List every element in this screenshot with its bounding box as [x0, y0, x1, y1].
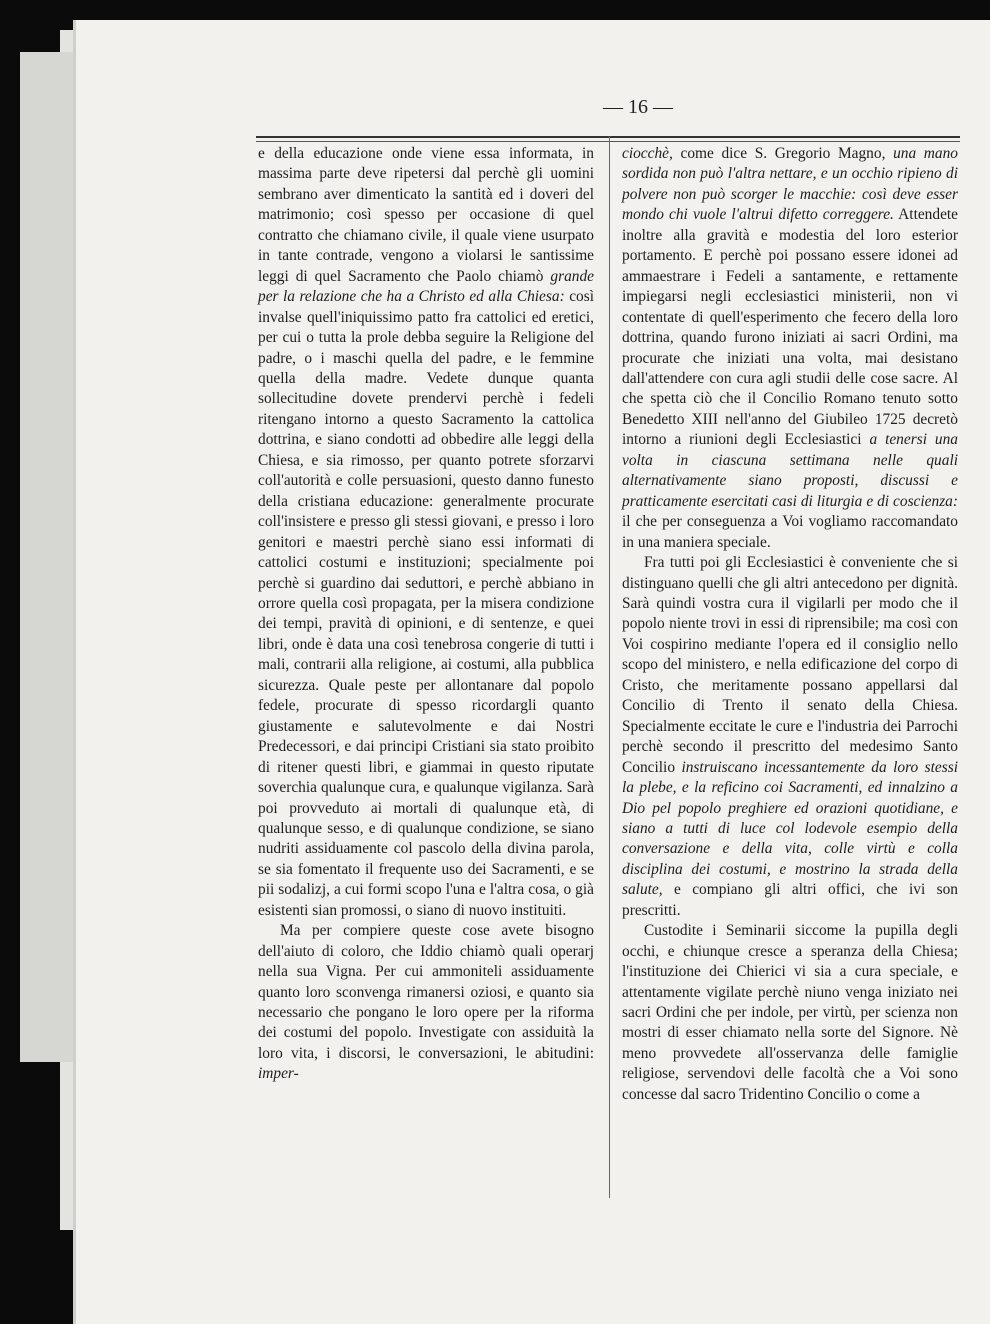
text-run: come dice S. Gregorio Magno, [672, 145, 894, 162]
page-number: — 16 — [603, 96, 673, 118]
paragraph [622, 144, 958, 553]
text-run: Ma per compiere queste cose avete bisogno dell'aiuto di coloro, che Iddio chiamò quali operarj nella sua Vigna. Per cui ammoniteli assiduamente quanto loro sconvenga rimanersi oziosi, e quanto sia necessario che pongano le loro opere per la riforma dei costumi del popolo. Investigate con assiduità la loro vita, i discorsi, le conversazioni, le abitudini: [258, 922, 594, 1062]
italic-run: instruiscano incessantemente da loro stessi la plebe, e la reficino coi Sacramenti, ed innalzino a Dio pel popolo preghiere ed orazioni quotidiane, e siano a tutti di luce col lodevole esempio della conversazione e della vita, colle virtù e colla disciplina dei costumi, e mostrino la strada della salute, [622, 758, 958, 899]
paragraph [622, 921, 958, 1105]
column-divider-line [609, 136, 610, 1180]
italic-run: grande per la relazione che ha a Christo ed alla Chiesa: [258, 267, 594, 306]
header-rule [256, 136, 960, 138]
paragraph [258, 144, 594, 921]
text-run: il che per conseguenza a Voi vogliamo raccomandato in una maniera speciale. [622, 513, 958, 551]
text-run: e compiano gli altri offici, che ivi son prescritti. [622, 881, 958, 919]
paragraph [258, 921, 594, 1085]
header-rule-thin [256, 141, 960, 142]
italic-run: a tenersi una volta in ciascuna settimana nelle quali alternativamente siano proposti, discussi e pratticamente esercitati casi di liturgia e di coscienza: [622, 431, 958, 510]
text-run: e della educazione onde viene essa informata, in massima parte deve ripetersi dal perchè gli uomini sembrano aver dimenticato la santità ed i doveri del matrimonio; così spesso per occasione di quel contratto che chiamano civile, il quale viene usurpato in tante contrade, vengono a violarsi le santissime leggi di quel Sacramento che Paolo chiamò [258, 145, 594, 285]
paragraph [622, 553, 958, 921]
text-run: così invalse quell'iniquissimo patto fra cattolici ed eretici, per cui o tutta la prole debba seguire la Religione del padre, o i maschi quella del padre, e le femmine quella della madre. Vedete dunque quanta sollecitudine dovete prendervi perchè i fedeli ritengano intorno a questo Sacramento la cattolica dottrina, e siano condotti ad obbedire alle leggi della Chiesa, e sia rimosso, per quanto potrete sforzarvi coll'autorità e colle persuasioni, questo danno funesto della cristiana educazione: generalmente procurate coll'insistere e presso gli stessi giovani, e presso i loro genitori e maestri perchè siano essi informati di cattolici costumi e instituzioni; specialmente poi perchè si guardino dai seduttori, e perchè abbiano in orrore quella così propagata, per la misera condizione dei tempi, pravità di opinioni, e di sentenze, e quei libri, onde è data una così tenebrosa congerie di tutti i mali, contrarii alla religione, ai costumi, alla pubblica sicurezza. Quale peste per allontanare dal popolo fedele, procurate di spesso ricordargli quanto giustamente e salutevolmente e dai Nostri Predecessori, e dai principi Cristiani sia stato proibito di ritener questi libri, e giammai in questo riputate soverchia qualunque cura, e qualunque vigilanza. Sarà poi provveduto ai mortali di qualunque età, di qualunque sesso, e di qualunque condizione, se siano nudriti assiduamente col pascolo della divina parola, se sia fomentato il frequente uso dei Sacramenti, e se pii sodalizj, a cui formi scopo l'una e l'altra cosa, o già esistenti sian promossi, o siano di nuovo instituiti. [258, 288, 594, 919]
italic-run: una mano sordida non può l'altra nettare, e un occhio ripieno di polvere non può scorger le macchie: così deve esser mondo chi vuole l'altrui difetto correggere. [622, 145, 958, 224]
right-column [622, 144, 958, 1105]
italic-run: ciocchè, [622, 145, 673, 162]
left-column [258, 144, 594, 1085]
text-run: Attendete inoltre alla gravità e modestia del loro esterior portamento. E perchè poi possano essere idonei ad ammaestrare i Fedeli a santamente, e rettamente impiegarsi negli ecclesiastici ministerii, non vi contentate di quell'esperimento che fecero della loro dottrina, quando furono iniziati ai sacri Ordini, ma procurate che iniziati una volta, mai desistano dall'attendere con cura agli studii delle cose sacre. Al che spetta ciò che il Concilio Romano tenuto sotto Benedetto XIII nell'anno del Giubileo 1725 decretò intorno a riunioni degli Ecclesiastici [622, 206, 959, 449]
text-run: Custodite i Seminarii siccome la pupilla degli occhi, e chiunque cresce a speranza della Chiesa; l'instituzione dei Chierici vi sia a cura speciale, e attentamente vigilate perchè niuno venga iniziato nei sacri Ordini che per indole, per virtù, per scienza non mostri di esser chiamato nella sorte del Signore. Nè meno provvedete all'osservanza delle famiglie religiose, servendovi delle facoltà che a Voi sono concesse dal sacro Tridentino Concilio o come a [622, 922, 958, 1103]
text-run: Fra tutti poi gli Ecclesiastici è conveniente che si distinguano quelli che gli altri antecedono per dignità. Sarà quindi vostra cura il vigilarli per modo che il popolo niente trovi in essi di riprensibile; ma così con Voi cospirino mediante l'opera ed il consiglio nello scopo del ministero, e nella edificazione del corpo di Cristo, che meritamente possano appellarsi dal Concilio di Trento il senato della Chiesa. Specialmente eccitate le cure e l'industria dei Parrochi perchè secondo il prescritto del medesimo Santo Concilio [622, 554, 958, 776]
italic-run: imper- [258, 1065, 299, 1083]
